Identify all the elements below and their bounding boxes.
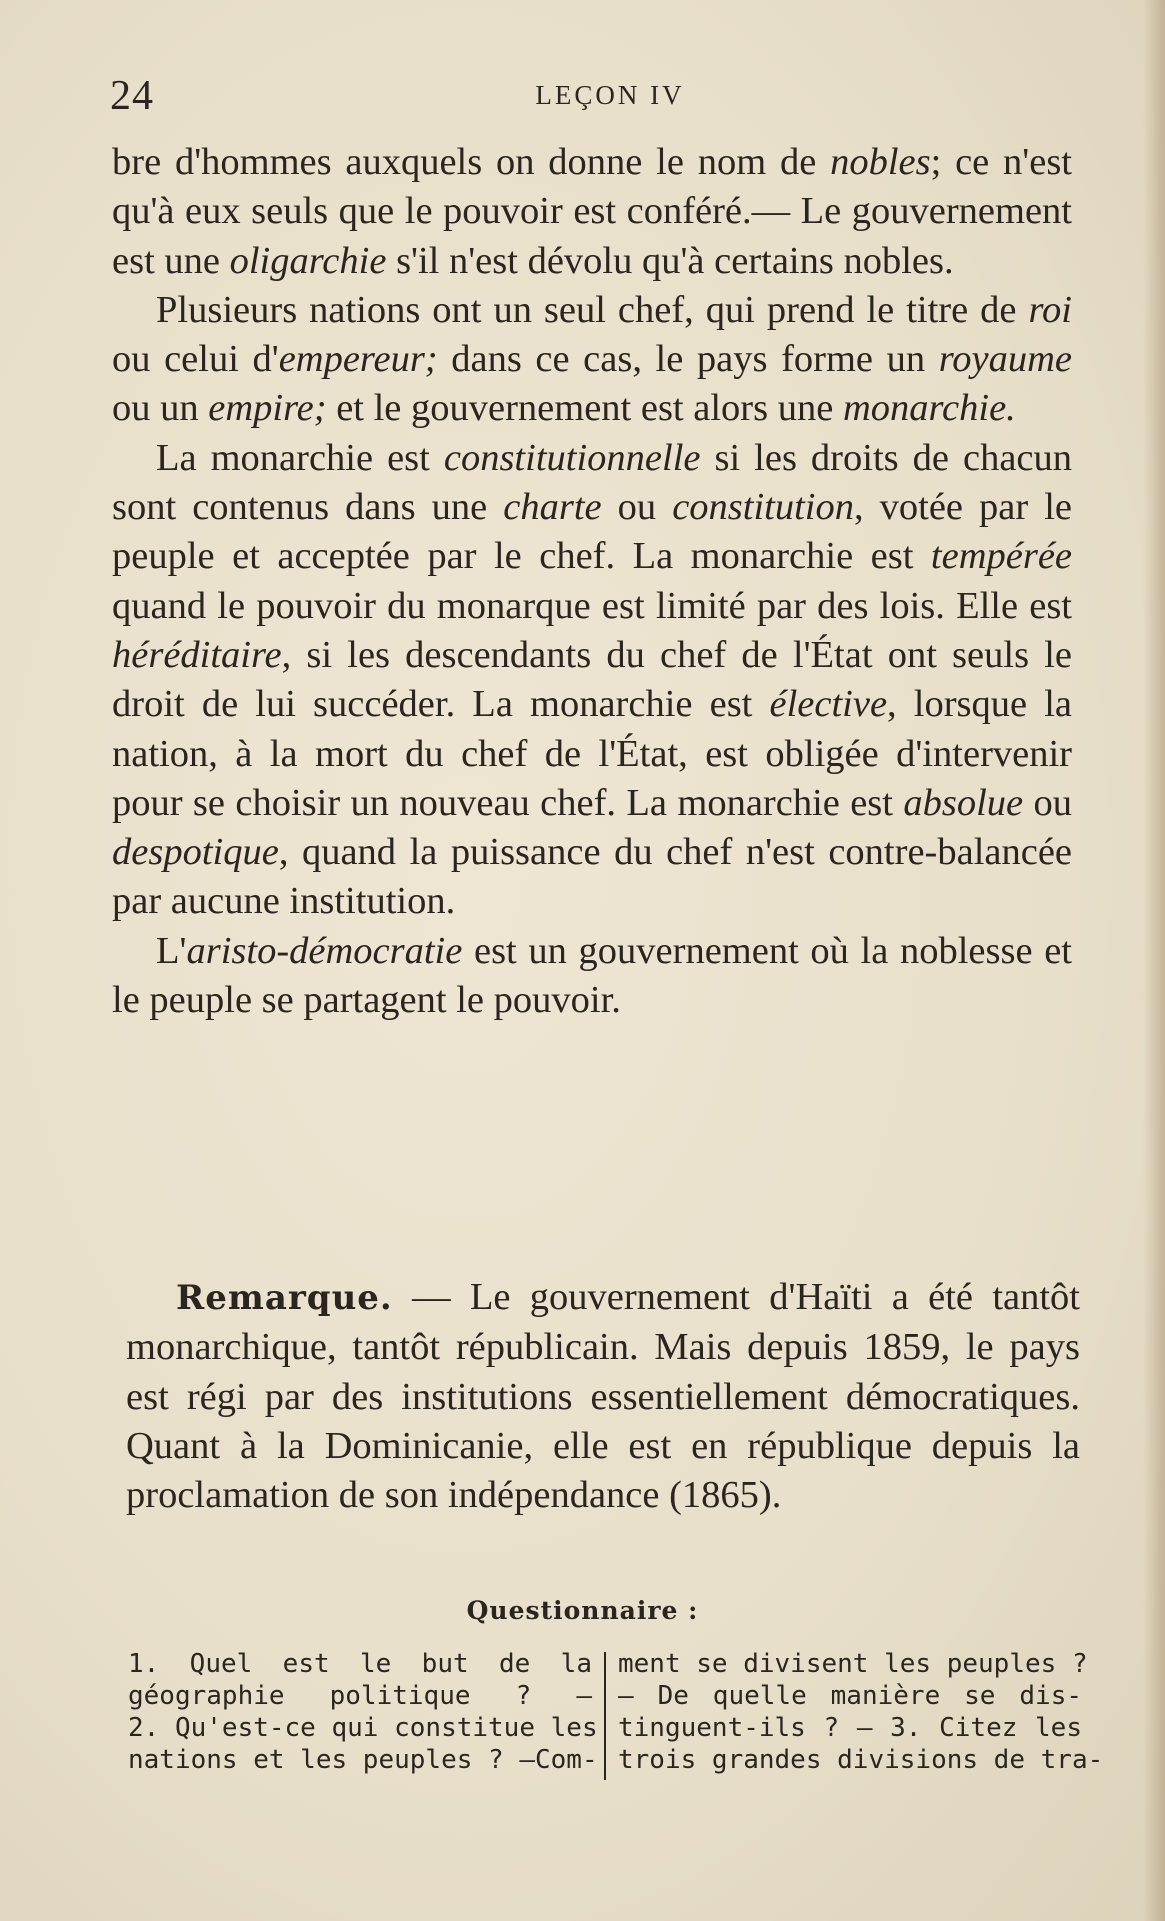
italic-term: héréditaire: [112, 633, 282, 676]
questionnaire-line: — De quelle manière se dis-: [618, 1681, 1082, 1711]
page-edge-shadow: [1143, 0, 1165, 1921]
remark-label: Remarque.: [176, 1278, 393, 1318]
italic-term: monarchie.: [842, 387, 1016, 430]
questionnaire-title: Questionnaire :: [466, 1596, 699, 1625]
text-run: dans ce cas, le pays forme un: [437, 338, 939, 381]
italic-term: roi: [1028, 288, 1072, 331]
paragraph-nobles: [112, 138, 1072, 286]
paragraph-monarchie: [112, 286, 1072, 434]
questionnaire-line: tinguent-ils ? — 3. Citez les: [618, 1713, 1082, 1743]
questionnaire-line: nations et les peuples ? —Com-: [128, 1745, 598, 1775]
italic-term: absolue: [903, 781, 1024, 824]
text-run: ou un: [112, 387, 209, 430]
remark-paragraph: [126, 1273, 1080, 1520]
questionnaire-line: 1. Quel est le but de la: [128, 1649, 592, 1679]
italic-term: royaume: [938, 338, 1072, 381]
paragraph-aristo-democratie: [112, 927, 1072, 1026]
italic-term: despotique: [112, 831, 279, 874]
italic-term: tempérée: [930, 535, 1072, 578]
italic-term: aristo-démocratie: [186, 929, 463, 972]
text-run: si les droits de chacun sont contenus dans une: [112, 436, 1072, 529]
main-text: [112, 138, 1072, 1025]
remark-text: — Le gouvernement d'Haïti a été tantôt monarchique, tantôt républicain. Mais depuis 1859, le pays est régi par des institutions essentiellement démocratiques. Quant à la Dominicanie, elle est en république depuis la proclamation de son indépendance (1865).: [126, 1276, 1080, 1517]
text-run: quand le pouvoir du monarque est limité par des lois. Elle est: [112, 584, 1072, 627]
text-run: , lorsque la nation, à la mort du chef de l'État, est obligée d'intervenir pour se choisir un nouveau chef. La monarchie est: [112, 683, 1073, 824]
text-run: bre d'hommes auxquels on donne le nom de: [112, 141, 831, 183]
page-number: 24: [110, 73, 154, 119]
italic-term: constitutionnelle: [443, 436, 701, 479]
column-divider: [604, 1652, 606, 1780]
page-header: [110, 72, 1070, 122]
italic-term: nobles: [830, 141, 931, 183]
questionnaire-right-column: [618, 1648, 1104, 1776]
italic-term: empereur;: [278, 338, 438, 381]
remark-section: [126, 1273, 1080, 1520]
questionnaire-line: géographie politique ? —: [128, 1681, 592, 1711]
text-run: La monarchie est: [156, 436, 444, 479]
italic-term: charte: [503, 486, 602, 529]
text-run: , votée par le peuple et acceptée par le chef. La monarchie est: [112, 486, 1072, 578]
text-run: ou: [1023, 781, 1073, 824]
italic-term: empire;: [208, 387, 327, 430]
text-run: et le gouvernement est alors une: [326, 387, 843, 430]
text-run: , quand la puissance du chef n'est contre-balancée par aucune institution.: [112, 831, 1072, 923]
text-run: ou: [601, 486, 673, 529]
questionnaire-line: ment se divisent les peuples ?: [618, 1649, 1088, 1679]
italic-term: élective: [769, 683, 888, 726]
text-run: Plusieurs nations ont un seul chef, qui prend le titre de: [156, 288, 1029, 331]
text-run: s'il n'est dévolu qu'à certains nobles.: [386, 239, 954, 282]
italic-term: oligarchie: [229, 239, 387, 282]
text-run: est un gouvernement où la noblesse et le peuple se partagent le pouvoir.: [112, 929, 1072, 1022]
text-run: , si les descendants du chef de l'État ont seuls le droit de lui succéder. La monarchie est: [112, 633, 1072, 726]
text-run: L': [156, 929, 187, 972]
text-run: ou celui d': [112, 338, 279, 381]
paragraph-types-monarchie: [112, 434, 1072, 927]
italic-term: constitution: [672, 486, 854, 529]
running-title: LEÇON IV: [535, 80, 685, 110]
questionnaire-line: trois grandes divisions de tra-: [618, 1745, 1104, 1775]
questionnaire-left-column: [128, 1648, 598, 1776]
text-run: ; ce n'est qu'à eux seuls que le pouvoir est conféré.— Le gouvernement est une: [112, 141, 1072, 282]
questionnaire-line: 2. Qu'est-ce qui constitue les: [128, 1713, 598, 1743]
